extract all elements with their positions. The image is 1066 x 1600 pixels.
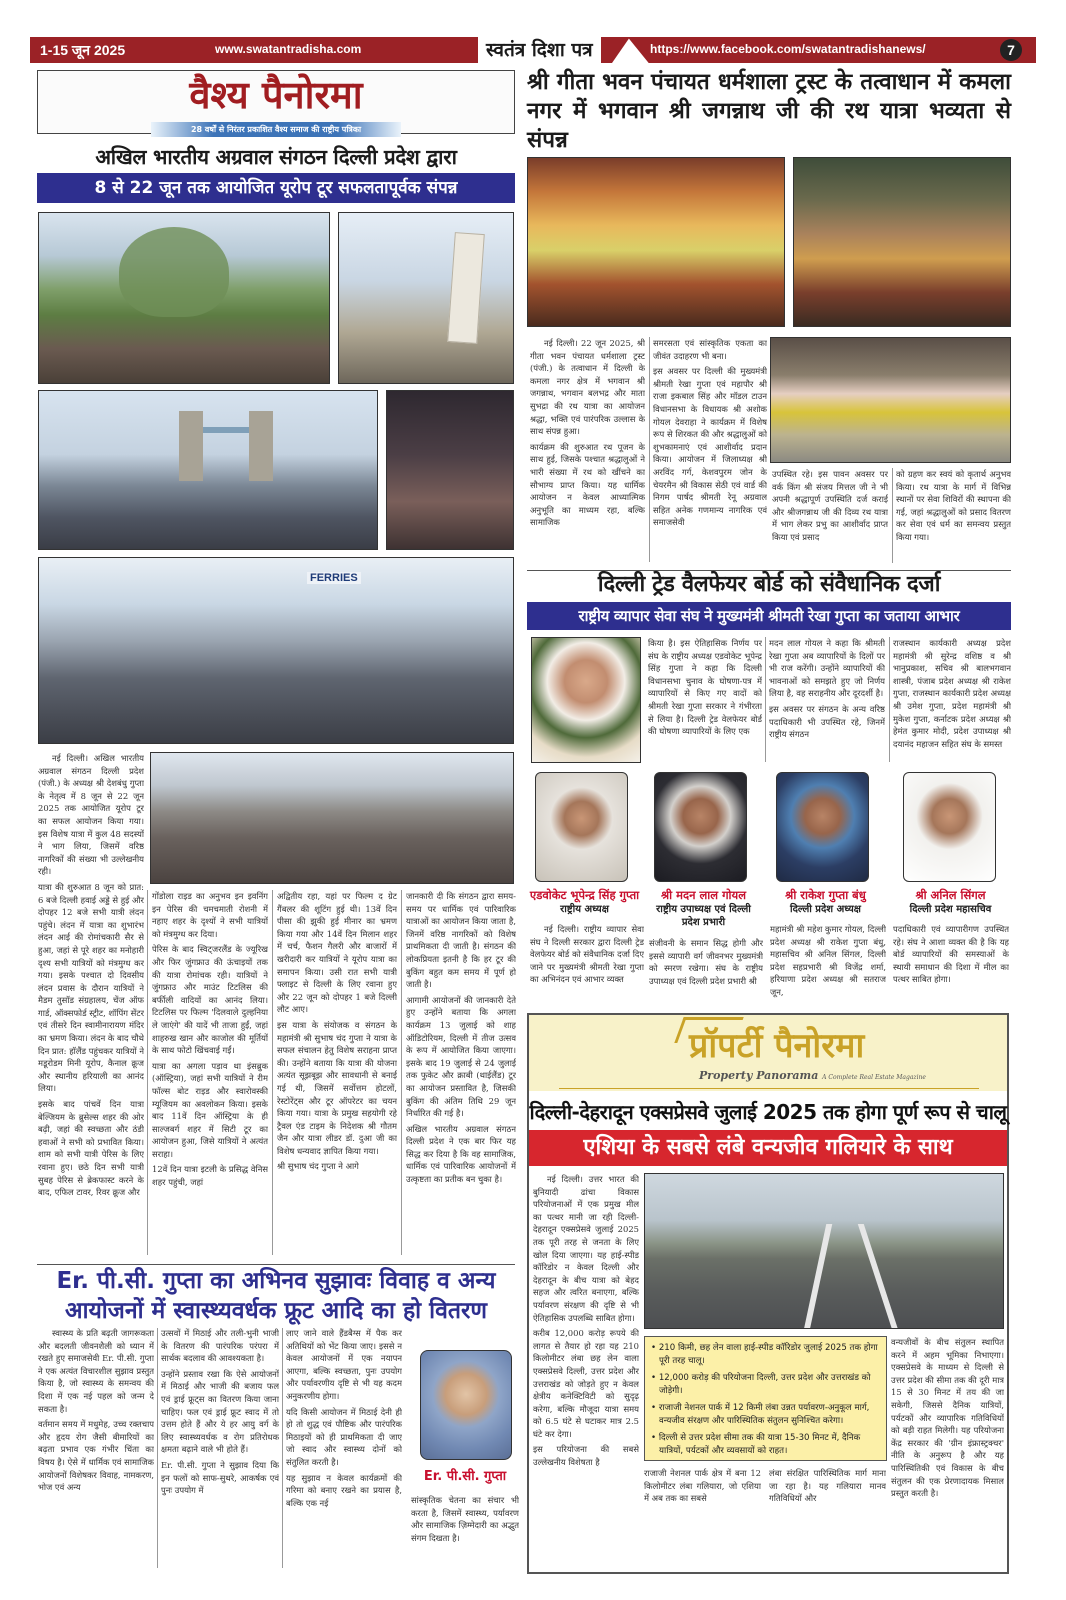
paragraph: नई दिल्ली। 22 जून 2025, श्री गीता भवन पंचायत धर्मशाला ट्रस्ट (पंजी.) के तत्वाधान में दिल्ली के कमला नगर क्षेत्र में भगवान श्री जगन्नाथ, भगवान बलभद्र और माता सुभद्रा की रथ यात्रा का आयोजन श्रद्धा, भक्ति एवं पारंपरिक उल्लास के साथ संपन्न हुआ। (530, 338, 645, 437)
tour-photo-pisa (338, 212, 514, 384)
person-card-2 (646, 888, 761, 929)
paragraph: उत्सवों में मिठाई और तली-भुनी भाजी के वितरण की पारंपरिक परंपरा में सार्थक बदलाव की आवश्यकता है। (161, 1328, 279, 1364)
paragraph: यह सुझाव न केवल कार्यक्रमों की गरिमा को बनाए रखने का प्रयास है, बल्कि एक नई (286, 1472, 402, 1508)
paragraph: नई दिल्ली। उत्तर भारत की बुनियादी ढांचा विकास परियोजनाओं में एक प्रमुख मील का पत्थर मानी जा रही दिल्ली-देहरादून एक्सप्रेसवे जुलाई 2025 तक पूरी तरह से जनता के लिए खोल दिया जाएगा। यह हाई-स्पीड कॉरिडोर न केवल दिल्ली और देहरादून के बीच यात्रा को बेहद सहज और त्वरित बनाएगा, बल्कि पर्यावरण संरक्षण की दृष्टि से भी ऐतिहासिक उपलब्धि साबित होगा। (533, 1174, 639, 1323)
paragraph: जानकारी दी कि संगठन द्वारा समय-समय पर धार्मिक एवं पारिवारिक यात्राओं का आयोजन किया जाता है, जिनमें वरिष्ठ नागरिकों को विशेष प्राथमिकता दी जाती है। संगठन की लोकप्रियता इतनी है कि हर टूर की बुकिंग बहुत कम समय में पूर्ण हो जाती है। (406, 891, 516, 990)
person-name: श्री मदन लाल गोयल (661, 888, 746, 902)
trade-bottom-col3 (770, 923, 886, 1009)
highlight-item: • दिल्ली से उत्तर प्रदेश सीमा तक की यात्रा 15-30 मिनट में, दैनिक यात्रियों, पर्यटकों और व्यवसायों को राहत। (651, 1432, 880, 1457)
expressway-headline: दिल्ली-देहरादून एक्सप्रेसवे जुलाई 2025 तक होगा पूर्ण रूप से चालू (529, 1100, 1007, 1124)
person-name: एडवोकेट भूपेन्द्र सिंह गुप्ता (529, 888, 640, 902)
paragraph: गोंडोला राइड का अनुभव इन इवनिंग इन पेरिस की चमचमाती रोशनी में नहाए शहर के दृश्यों ने सभी यात्रियों को मंत्रमुग्ध कर दिया। (152, 891, 268, 939)
masthead-bar (30, 37, 1036, 65)
highlight-item: • 12,000 करोड़ की परियोजना दिल्ली, उत्तर प्रदेश और उत्तराखंड को जोड़ेगी। (651, 1372, 880, 1397)
paragraph: वर्तमान समय में मधुमेह, उच्च रक्तचाप और हृदय रोग जैसी बीमारियों का बढ़ता प्रभाव एक गंभीर चिंता का विषय है। ऐसे में धार्मिक एवं सामाजिक आयोजनों विशेषकर विवाह, नामकरण, भोज एवं अन्य (38, 1419, 154, 1493)
rath-article-col1 (530, 337, 645, 567)
paragraph: पेरिस के बाद स्विट्जरलैंड के ज्यूरिख और फिर जुंगफ्राउ की ऊंचाइयों तक की यात्रा रोमांचक रही। यात्रियों ने जुंगफ्राउ और माउंट टिटलिस की बर्फीली वादियों का आनंद लिया। टिटलिस पर फिल्म 'दिलवाले दुल्हनिया ले जाएंगे' की यादें भी ताजा हुईं, जहां शाहरुख खान और काजोल की मूर्तियों के साथ फोटो खिंचवाई गईं। (152, 944, 268, 1056)
europe-tour-headline: अखिल भारतीय अग्रवाल संगठन दिल्ली प्रदेश द्वारा (95, 145, 457, 169)
tour-group-photo-swarovski (38, 212, 330, 384)
europe-article-col1 (38, 752, 144, 1257)
paragraph: इस अवसर पर संगठन के अन्य वरिष्ठ पदाधिकारी भी उपस्थित रहे, जिनमें राष्ट्रीय संगठन (769, 703, 885, 740)
gupta-photo-caption: Er. पी.सी. गुप्ता (423, 1469, 507, 1484)
property-logo-subtitle (699, 1069, 926, 1082)
paragraph: आगामी आयोजनों की जानकारी देते हुए उन्होंने बताया कि अगला कार्यक्रम 13 जुलाई को शाह ऑडिटोरियम, दिल्ली में तीज उत्सव के रूप में आयोजित किया जाएगा। इसके बाद 19 जुलाई से 24 जुलाई तक फुकेट और क्राबी (थाईलैंड) टूर का आयोजन प्रस्तावित है, जिसकी बुकिंग की अंतिम तिथि 29 जून निर्धारित की गई है। (406, 994, 516, 1119)
paragraph: इसके बाद पांचवें दिन यात्रा बेल्जियम के ब्रुसेल्स शहर की ओर बढ़ी, जहां की स्वच्छता और ठंडी हवाओं ने सभी को प्रभावित किया। शाम को सभी यात्री पेरिस के लिए रवाना हुए। छठे दिन सभी यात्री सुबह पेरिस से ब्रेकफास्ट करने के बाद, एफिल टावर, रिवर क्रूज और (38, 1099, 144, 1198)
trade-bottom-col1 (530, 923, 644, 1009)
expressway-col-right (891, 1336, 1004, 1570)
paragraph: नई दिल्ली। अखिल भारतीय अग्रवाल संगठन दिल्ली प्रदेश (पंजी.) के अध्यक्ष श्री देशबंधु गुप्ता के नेतृत्व में 8 जून से 22 जून 2025 तक आयोजित यूरोप टूर का सफल आयोजन किया गया। इस विशेष यात्रा में कुल 48 सदस्यों ने भाग लिया, जिसमें वरिष्ठ नागरिकों की संख्या भी उल्लेखनीय रही। (38, 753, 144, 877)
paragraph: इस अवसर पर दिल्ली की मुख्यमंत्री श्रीमती रेखा गुप्ता एवं महापौर श्री राजा इकबाल सिंह और मॉडल टाउन विधानसभा के विधायक श्री अशोक गोयल देवराहा ने कार्यक्रम में विशेष रूप से शिरकत की और श्रद्धालुओं को शुभकामनाएं एवं आशीर्वाद प्रदान किया। आयोजन में जिलाध्यक्ष श्री अरविंद गर्ग, केशवपुरम जोन के चेयरमैन श्री विकास सेठी एवं वार्ड की निगम पार्षद श्रीमती रेनू अग्रवाल सहित अनेक गणमान्य नागरिक एवं समाजसेवी (653, 366, 767, 528)
person-role: दिल्ली प्रदेश महासचिव (909, 904, 992, 915)
paragraph: स्वास्थ्य के प्रति बढ़ती जागरूकता और बदलती जीवनशैली को ध्यान में रखते हुए समाजसेवी Er. पी.सी. गुप्ता ने एक अत्यंत विचारशील सुझाव प्रस्तुत किया है, जो स्वास्थ्य के समन्वय की दिशा में एक नई पहल को जन्म दे सकता है। (38, 1328, 154, 1414)
europe-article-col4 (406, 890, 516, 1257)
paragraph: सांस्कृतिक चेतना का संचार भी करता है, जिसमें स्वास्थ्य, पर्यावरण और सामाजिक ज़िम्मेदारी का अद्भुत संगम दिखता है। (411, 1495, 519, 1543)
trade-top-col1 (648, 637, 762, 767)
person-role: राष्ट्रीय अध्यक्ष (560, 904, 609, 915)
paragraph: अखिल भारतीय अग्रवाल संगठन दिल्ली प्रदेश ने एक बार फिर यह सिद्ध कर दिया है कि वह सामाजिक, धार्मिक एवं पारिवारिक आयोजनों में उत्कृष्टता का प्रतीक बन चुका है। (406, 1123, 516, 1185)
page-number: 7 (1000, 39, 1022, 61)
highlight-item: • राजाजी नेशनल पार्क में 12 किमी लंबा उन्नत पर्यावरण-अनुकूल मार्ग, वन्यजीव संरक्षण और पारिस्थितिक संतुलन सुनिश्चित करेगा। (651, 1402, 880, 1427)
rakesh-gupta-bandhu-photo (776, 772, 869, 882)
paragraph: समरसता एवं सांस्कृतिक एकता का जीवंत उदाहरण भी बना। (653, 338, 767, 361)
tour-photo-tower-bridge (38, 390, 378, 550)
paragraph: इस यात्रा के संयोजक व संगठन के महामंत्री श्री सुभाष चंद गुप्ता ने यात्रा के सफल संचालन हेतु विशेष सराहना प्राप्त की। उन्होंने बताया कि यात्रा की योजना अत्यंत सूझबूझ और सावधानी से बनाई गई थी, जिसमें सर्वोत्तम होटलों, रेस्टोरेंट्स और टूर ऑपरेटर का चयन किया गया। यात्रा के प्रमुख सहयोगी रहे ट्रैवल एंड टाइम के निदेशक श्री गौतम जैन और यात्रा लीडर डॉ. दुआ जी का विशेष धन्यवाद ज्ञापित किया गया। (277, 1019, 397, 1156)
paragraph: यात्रा का अगला पड़ाव था इंसब्रुक (ऑस्ट्रिया), जहां सभी यात्रियों ने रीम फॉल्स बोट राइड और स्वारोवस्की म्यूजियम का अवलोकन किया। इसके बाद 11वें दिन ऑस्ट्रिया के ही साल्जबर्ग शहर में सिटी टूर का आयोजन हुआ, जिसे यात्रियों ने अत्यंत सराहा। (152, 1060, 268, 1159)
rath-yatra-photo-2 (793, 157, 1011, 327)
gupta-article-col3 (286, 1327, 402, 1572)
wildlife-corridor-band: एशिया के सबसे लंबे वन्यजीव गलियारे के साथ (529, 1130, 1007, 1166)
ferries-sign: FERRIES (307, 572, 361, 584)
rekha-gupta-photo (531, 637, 641, 763)
person-name: श्री अनिल सिंगल (915, 888, 986, 902)
gupta-portrait-photo (420, 1350, 512, 1460)
paragraph: यदि किसी आयोजन में मिठाई देनी ही हो तो शुद्ध एवं पौष्टिक और पारंपरिक मिठाइयों को ही प्राथमिकता दी जाए जो स्वाद और स्वास्थ्य दोनों को संतुलित करती है। (286, 1406, 402, 1467)
property-panorama-section (527, 1013, 1009, 1574)
bhupendra-gupta-photo (535, 772, 628, 882)
europe-article-col3 (277, 890, 397, 1257)
logo-tagline: 28 वर्षों से निरंतर प्रकाशित वैश्य समाज की राष्ट्रीय पत्रिका (151, 122, 401, 137)
europe-tour-subheadline: 8 से 22 जून तक आयोजित यूरोप टूर सफलतापूर्वक संपन्न (37, 173, 515, 203)
trade-bottom-col4 (893, 923, 1009, 1009)
trade-bottom-col2 (649, 937, 763, 1009)
highlight-item: • 210 किमी, छह लेन वाला हाई-स्पीड कॉरिडोर जुलाई 2025 तक होगा पूरी तरह चालू। (651, 1342, 880, 1367)
paragraph: Er. पी.सी. गुप्ता ने सुझाव दिया कि इन फलों को साफ-सुथरे, आकर्षक एवं पुनः उपयोग में (161, 1459, 279, 1496)
logo-subtitle: Property Panorama (699, 1069, 819, 1082)
europe-article-col2 (152, 890, 268, 1257)
paragraph: वन्यजीवों के बीच संतुलन स्थापित करने में अहम भूमिका निभाएगा। एक्सप्रेसवे के माध्यम से दिल्ली से उत्तर प्रदेश की सीमा तक की दूरी मात्र 15 से 30 मिनट में तय की जा सकेगी, जिससे दैनिक यात्रियों, पर्यटकों और व्यापारिक गतिविधियों को बड़ी राहत मिलेगी। यह परियोजना केंद्र सरकार की 'ग्रीन इंफ्रास्ट्रक्चर' नीति के अनुरूप है और यह पारिस्थितिकी एवं विकास के बीच संतुलन की एक प्रेरणादायक मिसाल प्रस्तुत करती है। (891, 1337, 1004, 1499)
madan-lal-goyal-photo (654, 772, 747, 882)
paper-name: स्वतंत्र दिशा पत्र (478, 37, 601, 64)
property-panorama-logo (529, 1015, 1007, 1091)
paragraph: मदन लाल गोयल ने कहा कि श्रीमती रेखा गुप्ता अब व्यापारियों के दिलों पर भी राज करेंगी। उन्होंने व्यापारियों की भावनाओं को समझते हुए जो निर्णय लिया है, वह सराहनीय और दूरदर्शी है। (769, 638, 885, 699)
paragraph: महामंत्री श्री महेश कुमार गोयल, दिल्ली प्रदेश अध्यक्ष श्री राकेश गुप्ता बंधु, महासचिव श्री अनिल सिंगल, दिल्ली प्रदेश सहप्रभारी श्री विजेंद्र शर्मा, हरियाणा प्रदेश अध्यक्ष श्री सतराज जून, (770, 924, 886, 997)
paragraph: उन्होंने प्रस्ताव रखा कि ऐसे आयोजनों में मिठाई और भाजी की बजाय फल एवं ड्राई फ्रूट्स का वितरण किया जाना चाहिए। फल एवं ड्राई फ्रूट स्वाद में तो उत्तम होते हैं और ये हर आयु वर्ग के लिए स्वास्थ्यवर्धक व रोग प्रतिरोधक क्षमता बढ़ाने वाले भी होते हैं। (161, 1368, 279, 1455)
gupta-headline: Er. पी.सी. गुप्ता का अभिनव सुझावः विवाह व अन्य आयोजनों में स्वास्थ्यवर्धक फ्रूट आदि का हो वितरण (56, 1268, 496, 1324)
property-logo-title: प्रॉपर्टी पैनोरमा (689, 1026, 865, 1066)
trade-board-headline: दिल्ली ट्रेड वैलफेयर बोर्ड को संवैधानिक दर्जा (597, 572, 941, 597)
paragraph: संजीवनी के समान सिद्ध होगी और इससे व्यापारी वर्ग जीवनभर मुख्यमंत्री को स्मरण रखेगा। संघ के राष्ट्रीय उपाध्यक्ष एवं दिल्ली प्रदेश प्रभारी श्री (649, 938, 763, 986)
facebook-link[interactable]: https://www.facebook.com/swatantradishanews/ (650, 42, 926, 56)
paragraph: पदाधिकारी एवं व्यापारीगण उपस्थित रहे। संघ ने आशा व्यक्त की है कि यह बोर्ड व्यापारियों की समस्याओं के स्थायी समाधान की दिशा में मील का पत्थर साबित होगा। (893, 924, 1009, 985)
issue-date: 1-15 जून 2025 (40, 42, 126, 58)
paragraph: लाए जाने वाले हैंडबैग्स में पैक कर अतिथियों को भेंट किया जाए। इससे न केवल आयोजनों में एक नयापन आएगा, बल्कि स्वच्छता, पुनः उपयोग और पर्यावरणीय दृष्टि से भी यह कदम अनुकरणीय होगा। (286, 1328, 402, 1401)
person-role: राष्ट्रीय उपाध्यक्ष एवं दिल्ली प्रदेश प्रभारी (656, 904, 751, 928)
tour-photo-wax-museum (386, 390, 514, 550)
paragraph: कार्यक्रम की शुरुआत रथ पूजन के साथ हुई, जिसके पश्चात श्रद्धालुओं ने भारी संख्या में रथ को खींचने का सौभाग्य प्राप्त किया। यह धार्मिक आयोजन न केवल आध्यात्मिक अनुभूति का माध्यम रहा, बल्कि सामाजिक (530, 441, 645, 528)
trade-top-col3 (893, 637, 1011, 767)
vaishya-panorama-logo (37, 70, 515, 134)
paragraph: इस परियोजना की सबसे उल्लेखनीय विशेषता है (533, 1444, 639, 1468)
paragraph: यात्रा की शुरुआत 8 जून को प्रात: 6 बजे दिल्ली हवाई अड्डे से हुई और दोपहर 12 बजे सभी यात्री लंदन पहुंचे। लंदन में यात्रा का शुभारंभ लंदन आई की रोमांचकारी सैर से हुआ, जहां से पूरे शहर का मनोहारी दृश्य सभी यात्रियों को मंत्रमुग्ध कर गया। इसके पश्चात दो दिवसीय लंदन प्रवास के दौरान यात्रियों ने मैडम तुसॉड संग्रहालय, चेंज ऑफ गार्ड, ऑक्सफोर्ड स्ट्रीट, शॉपिंग सेंटर एवं तीसरे दिन स्वामीनारायण मंदिर का भ्रमण किया। लंदन के बाद चौथे दिन प्रात: हॉलैंड पहुंचकर यात्रियों ने मडूरोडम मिनी यूरोप, कैनाल क्रूज और स्थानीय हरियाली का आनंद लिया। (38, 881, 144, 1094)
rath-yatra-photo-1 (527, 157, 785, 327)
paragraph: श्री सुभाष चंद गुप्ता ने आगे (277, 1161, 359, 1172)
gupta-article-col4 (411, 1494, 519, 1572)
rath-yatra-photo-3 (770, 337, 1011, 463)
expressway-photo (644, 1173, 1004, 1329)
person-name: श्री राकेश गुप्ता बंधु (785, 888, 866, 902)
person-card-4 (893, 888, 1008, 916)
paragraph: किया है। इस ऐतिहासिक निर्णय पर संघ के राष्ट्रीय अध्यक्ष एडवोकेट भूपेन्द्र सिंह गुप्ता ने कहा कि दिल्ली विधानसभा चुनाव के घोषणा-पत्र में व्यापारियों से किए गए वादों को श्रीमती रेखा गुप्ता सरकार ने गंभीरता से लिया है। दिल्ली ट्रेड वेलफेयर बोर्ड की घोषणा व्यापारियों के लिए एक (648, 638, 762, 737)
gupta-article-col2 (161, 1327, 279, 1572)
anil-singal-photo (903, 772, 996, 882)
rath-yatra-headline: श्री गीता भवन पंचायत धर्मशाला ट्रस्ट के तत्वाधान में कमला नगर में भगवान श्री जगन्नाथ जी की रथ यात्रा भव्यता से संपन्न (527, 69, 1011, 153)
tour-photo-street-group (150, 752, 514, 884)
paragraph: राजस्थान कार्यकारी अध्यक्ष प्रदेश महामंत्री श्री सुरेन्द्र वशिष्ठ व श्री भानुप्रकाश, सचिव श्री बालभगवान शास्त्री, पंजाब प्रदेश अध्यक्ष श्री राकेश गुप्ता, राजस्थान कार्यकारी प्रदेश अध्यक्ष श्री उमेश गुप्ता, प्रदेश महामंत्री श्री मुकेश गुप्ता, कर्नाटक प्रदेश अध्यक्ष श्री हेमंत कुमार मोदी, प्रदेश उपाध्यक्ष श्री दयानंद महाजन सहित संघ के समस्त (893, 638, 1011, 749)
paragraph: लंबा संरक्षित पारिस्थितिक मार्ग माना जा रहा है। यह गलियारा मानव गतिविधियों और (769, 1468, 886, 1504)
paragraph: को ग्रहण कर स्वयं को कृतार्थ अनुभव किया। रथ यात्रा के मार्ग में विभिन्न स्थानों पर सेवा शिविरों की स्थापना की गई, जहां श्रद्धालुओं को प्रसाद वितरण कर सेवा एवं धर्म का समन्वय प्रस्तुत किया गया। (896, 469, 1011, 542)
paragraph: अद्वितीय रहा, यहां पर फिल्म द ग्रेट गैंबलर की शूटिंग हुई थी। 13वें दिन पीसा की झुकी हुई मीनार का भ्रमण किया गया और 14वें दिन मिलान शहर में चर्च, फैशन गैलरी और बाजारों में खरीदारी कर यात्रियों ने यूरोप यात्रा का समापन किया। उसी रात सभी यात्री फ्लाइट से दिल्ली के लिए रवाना हुए और 22 जून को दोपहर 1 बजे दिल्ली लौट आए। (277, 891, 397, 1015)
expressway-col-left (533, 1173, 639, 1570)
paragraph: नई दिल्ली। राष्ट्रीय व्यापार सेवा संघ ने दिल्ली सरकार द्वारा दिल्ली ट्रेड वेलफेयर बोर्ड को संवैधानिक दर्जा दिए जाने पर मुख्यमंत्री श्रीमती रेखा गुप्ता का अभिनंदन एवं आभार व्यक्त (530, 924, 644, 985)
paragraph: राजाजी नेशनल पार्क क्षेत्र में बना 12 किलोमीटर लंबा गलियारा, जो एशिया में अब तक का सबसे (644, 1468, 761, 1504)
gupta-article-col1 (38, 1327, 154, 1572)
logo-tagline: A Complete Real Estate Magazine (822, 1074, 926, 1081)
person-card-3 (768, 888, 883, 916)
rath-article-col2 (653, 337, 767, 567)
paragraph: 12वें दिन यात्रा इटली के प्रसिद्ध वेनिस शहर पहुंची, जहां (152, 1164, 268, 1188)
expressway-highlights-box (644, 1336, 887, 1461)
rath-article-col4 (896, 468, 1011, 568)
tour-photo-ferries (38, 557, 514, 744)
paragraph: करीब 12,000 करोड़ रूपये की लागत से तैयार हो रहा यह 210 किलोमीटर लंबा छह लेन वाला एक्सप्रेसवे दिल्ली, उत्तर प्रदेश और उत्तराखंड को जोड़ते हुए न केवल क्षेत्रीय कनेक्टिविटी को सुदृढ़ करेगा, बल्कि मौजूदा यात्रा समय को 6.5 घंटे से घटाकर मात्र 2.5 घंटे कर देगा। (533, 1328, 639, 1439)
expressway-col-mid2 (769, 1467, 886, 1571)
expressway-col-mid1 (644, 1467, 761, 1571)
person-card-1 (527, 888, 642, 916)
paragraph: उपस्थित रहे। इस पावन अवसर पर वर्क किंग श्री संजय मित्तल जी ने भी अपनी श्रद्धापूर्ण उपस्थिति दर्ज कराई और श्रीजगन्नाथ जी की दिव्य रथ यात्रा में भाग लेकर प्रभु का आशीर्वाद प्राप्त किया एवं प्रसाद (772, 469, 888, 542)
person-role: दिल्ली प्रदेश अध्यक्ष (790, 904, 861, 915)
trade-board-subheadline: राष्ट्रीय व्यापार सेवा संघ ने मुख्यमंत्री श्रीमती रेखा गुप्ता का जताया आभार (527, 602, 1011, 630)
rath-article-col3 (772, 468, 888, 568)
website-link[interactable]: www.swatantradisha.com (215, 42, 362, 56)
trade-top-col2 (769, 637, 885, 767)
logo-title: वैश्य पैनोरमा (189, 73, 363, 117)
